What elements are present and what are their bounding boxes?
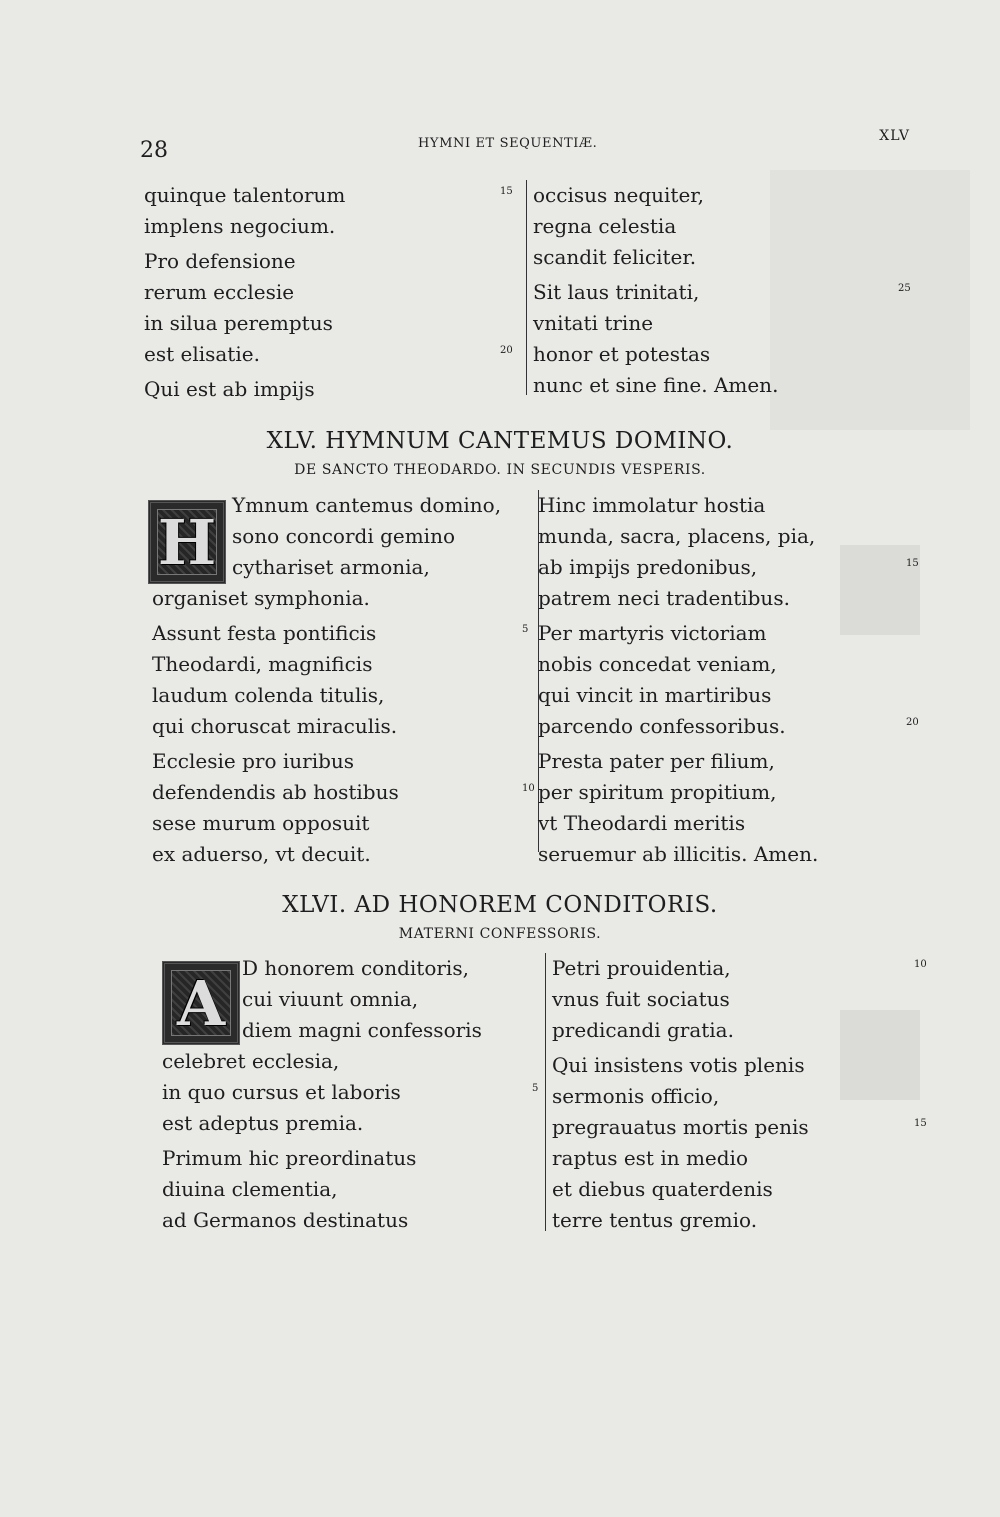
page-header bbox=[140, 128, 910, 164]
verse-line bbox=[152, 839, 527, 870]
verse-text: sono concordi gemino bbox=[232, 524, 455, 548]
verse-text: nunc et sine fine. Amen. bbox=[533, 373, 779, 397]
verse-text: Assunt festa pontificis bbox=[152, 621, 377, 645]
verse-line bbox=[538, 711, 923, 742]
verse-line bbox=[552, 1205, 937, 1236]
verse-line bbox=[152, 777, 535, 808]
verse-line bbox=[162, 1046, 542, 1077]
verse-text: laudum colenda titulis, bbox=[152, 683, 385, 707]
verse-text: occisus nequiter, bbox=[533, 183, 704, 207]
verse-line bbox=[538, 839, 923, 870]
hymn-45-text bbox=[0, 490, 1000, 870]
line-number: 20 bbox=[906, 717, 919, 728]
verse-text: seruemur ab illicitis. Amen. bbox=[538, 842, 819, 866]
line-number: 15 bbox=[914, 1118, 927, 1129]
verse-text: implens negocium. bbox=[144, 214, 336, 238]
verse-text: pregrauatus mortis penis bbox=[552, 1115, 809, 1139]
verse-text: qui vincit in martiribus bbox=[538, 683, 772, 707]
verse-line bbox=[533, 308, 923, 339]
verse-line bbox=[152, 649, 527, 680]
verse-line bbox=[152, 521, 527, 552]
verse-text: Ecclesie pro iuribus bbox=[152, 749, 355, 773]
verse-text: ad Germanos destinatus bbox=[162, 1208, 409, 1232]
verse-text: patrem neci tradentibus. bbox=[538, 586, 790, 610]
verse-line bbox=[552, 1174, 937, 1205]
verse-line bbox=[162, 1108, 542, 1139]
verse-text: Presta pater per filium, bbox=[538, 749, 775, 773]
line-number: 10 bbox=[522, 783, 535, 794]
verse-line bbox=[162, 1143, 542, 1174]
running-title: HYMNI ET SEQUENTIÆ. bbox=[418, 136, 598, 151]
verse-text: est adeptus premia. bbox=[162, 1111, 364, 1135]
verse-line bbox=[152, 552, 527, 583]
verse-line bbox=[552, 953, 937, 984]
verse-line bbox=[162, 1077, 542, 1108]
column-rule bbox=[526, 180, 527, 395]
verse-line bbox=[162, 1174, 542, 1205]
verse-line bbox=[538, 680, 923, 711]
verse-text: regna celestia bbox=[533, 214, 677, 238]
line-number: 15 bbox=[500, 186, 513, 197]
verse-text: quinque talentorum bbox=[144, 183, 346, 207]
verse-text: D honorem conditoris, bbox=[242, 956, 469, 980]
line-number: 5 bbox=[522, 624, 529, 635]
verse-line bbox=[162, 1015, 542, 1046]
verse-text: raptus est in medio bbox=[552, 1146, 748, 1170]
verse-line bbox=[533, 370, 923, 401]
verse-text: ex aduerso, vt decuit. bbox=[152, 842, 371, 866]
verse-text: celebret ecclesia, bbox=[162, 1049, 340, 1073]
verse-text: rerum ecclesie bbox=[144, 280, 295, 304]
verse-line bbox=[538, 649, 923, 680]
verse-text: Ymnum cantemus domino, bbox=[232, 493, 502, 517]
verse-text: munda, sacra, placens, pia, bbox=[538, 524, 816, 548]
hymn-46-title: XLVI. AD HONOREM CONDITORIS. bbox=[282, 892, 718, 918]
verse-text: Sit laus trinitati, bbox=[533, 280, 700, 304]
right-column bbox=[552, 953, 937, 1236]
verse-text: sermonis officio, bbox=[552, 1084, 720, 1108]
verse-text: Petri prouidentia, bbox=[552, 956, 731, 980]
verse-line bbox=[162, 984, 542, 1015]
initial-letter: A bbox=[176, 966, 226, 1040]
verse-text: in quo cursus et laboris bbox=[162, 1080, 401, 1104]
verse-text: diem magni confessoris bbox=[242, 1018, 482, 1042]
verse-line bbox=[152, 680, 527, 711]
verse-line bbox=[144, 180, 514, 211]
verse-line bbox=[538, 746, 923, 777]
verse-line bbox=[152, 490, 527, 521]
line-number: 15 bbox=[906, 558, 919, 569]
verse-line bbox=[552, 984, 937, 1015]
verse-text: Qui insistens votis plenis bbox=[552, 1053, 805, 1077]
verse-text: scandit feliciter. bbox=[533, 245, 697, 269]
verse-line bbox=[152, 746, 527, 777]
verse-text: sese murum opposuit bbox=[152, 811, 370, 835]
verse-text: Per martyris victoriam bbox=[538, 621, 767, 645]
verse-text: nobis concedat veniam, bbox=[538, 652, 777, 676]
verse-text: per spiritum propitium, bbox=[538, 780, 777, 804]
verse-line bbox=[144, 308, 514, 339]
verse-text: terre tentus gremio. bbox=[552, 1208, 758, 1232]
initial-letter: H bbox=[157, 505, 217, 579]
verse-text: ab impijs predonibus, bbox=[538, 555, 758, 579]
verse-text: Primum hic preordinatus bbox=[162, 1146, 417, 1170]
verse-line bbox=[552, 1112, 937, 1143]
verse-line bbox=[538, 521, 923, 552]
line-number: 25 bbox=[898, 283, 911, 294]
verse-line bbox=[144, 277, 514, 308]
previous-hymn-continuation bbox=[0, 180, 1000, 400]
verse-line bbox=[538, 552, 923, 583]
verse-text: in silua peremptus bbox=[144, 311, 333, 335]
line-number: 5 bbox=[532, 1083, 539, 1094]
right-column bbox=[538, 490, 923, 870]
verse-line bbox=[538, 777, 923, 808]
verse-text: est elisatie. bbox=[144, 342, 260, 366]
verse-line bbox=[552, 1015, 937, 1046]
verse-text: cui viuunt omnia, bbox=[242, 987, 419, 1011]
hymn-46-text bbox=[0, 953, 1000, 1243]
verse-line bbox=[533, 277, 923, 308]
verse-text: Pro defensione bbox=[144, 249, 296, 273]
hymn-45-subtitle: DE SANCTO THEODARDO. IN SECUNDIS VESPERIS. bbox=[294, 462, 706, 478]
hymn-45-title: XLV. HYMNUM CANTEMUS DOMINO. bbox=[266, 428, 734, 454]
verse-line bbox=[144, 339, 514, 370]
verse-line bbox=[152, 583, 527, 614]
verse-text: qui choruscat miraculis. bbox=[152, 714, 398, 738]
verse-text: cythariset armonia, bbox=[232, 555, 430, 579]
hymn-46-subtitle: MATERNI CONFESSORIS. bbox=[398, 926, 602, 942]
verse-line bbox=[538, 490, 923, 521]
verse-text: honor et potestas bbox=[533, 342, 711, 366]
verse-text: predicandi gratia. bbox=[552, 1018, 734, 1042]
verse-line bbox=[152, 618, 527, 649]
verse-line bbox=[533, 211, 923, 242]
verse-line bbox=[533, 339, 923, 370]
verse-line bbox=[162, 953, 542, 984]
section-label: XLV bbox=[879, 128, 910, 144]
verse-line bbox=[152, 808, 527, 839]
verse-text: diuina clementia, bbox=[162, 1177, 338, 1201]
verse-text: vnitati trine bbox=[533, 311, 654, 335]
verse-line bbox=[538, 618, 923, 649]
verse-line bbox=[552, 1050, 937, 1081]
verse-line bbox=[162, 1205, 542, 1236]
verse-line bbox=[144, 246, 514, 277]
verse-text: parcendo confessoribus. bbox=[538, 714, 786, 738]
verse-text: Hinc immolatur hostia bbox=[538, 493, 766, 517]
verse-text: vt Theodardi meritis bbox=[538, 811, 746, 835]
column-rule bbox=[545, 953, 546, 1231]
left-column bbox=[162, 953, 542, 1236]
line-number: 20 bbox=[500, 345, 513, 356]
verse-line bbox=[538, 583, 923, 614]
verse-text: et diebus quaterdenis bbox=[552, 1177, 773, 1201]
verse-line bbox=[552, 1143, 937, 1174]
left-column bbox=[144, 180, 514, 405]
verse-text: vnus fuit sociatus bbox=[552, 987, 730, 1011]
verse-line bbox=[152, 711, 527, 742]
verse-line bbox=[144, 211, 514, 242]
line-number: 10 bbox=[914, 959, 927, 970]
verse-line bbox=[538, 808, 923, 839]
left-column bbox=[152, 490, 535, 870]
verse-text: organiset symphonia. bbox=[152, 586, 370, 610]
verse-line bbox=[533, 180, 923, 211]
verse-line bbox=[533, 242, 923, 273]
verse-text: Qui est ab impijs bbox=[144, 377, 315, 401]
verse-text: defendendis ab hostibus bbox=[152, 780, 399, 804]
verse-text: Theodardi, magnificis bbox=[152, 652, 373, 676]
verse-line bbox=[144, 374, 514, 405]
right-column bbox=[533, 180, 923, 401]
page-number: 28 bbox=[140, 138, 168, 163]
verse-line bbox=[552, 1081, 937, 1112]
